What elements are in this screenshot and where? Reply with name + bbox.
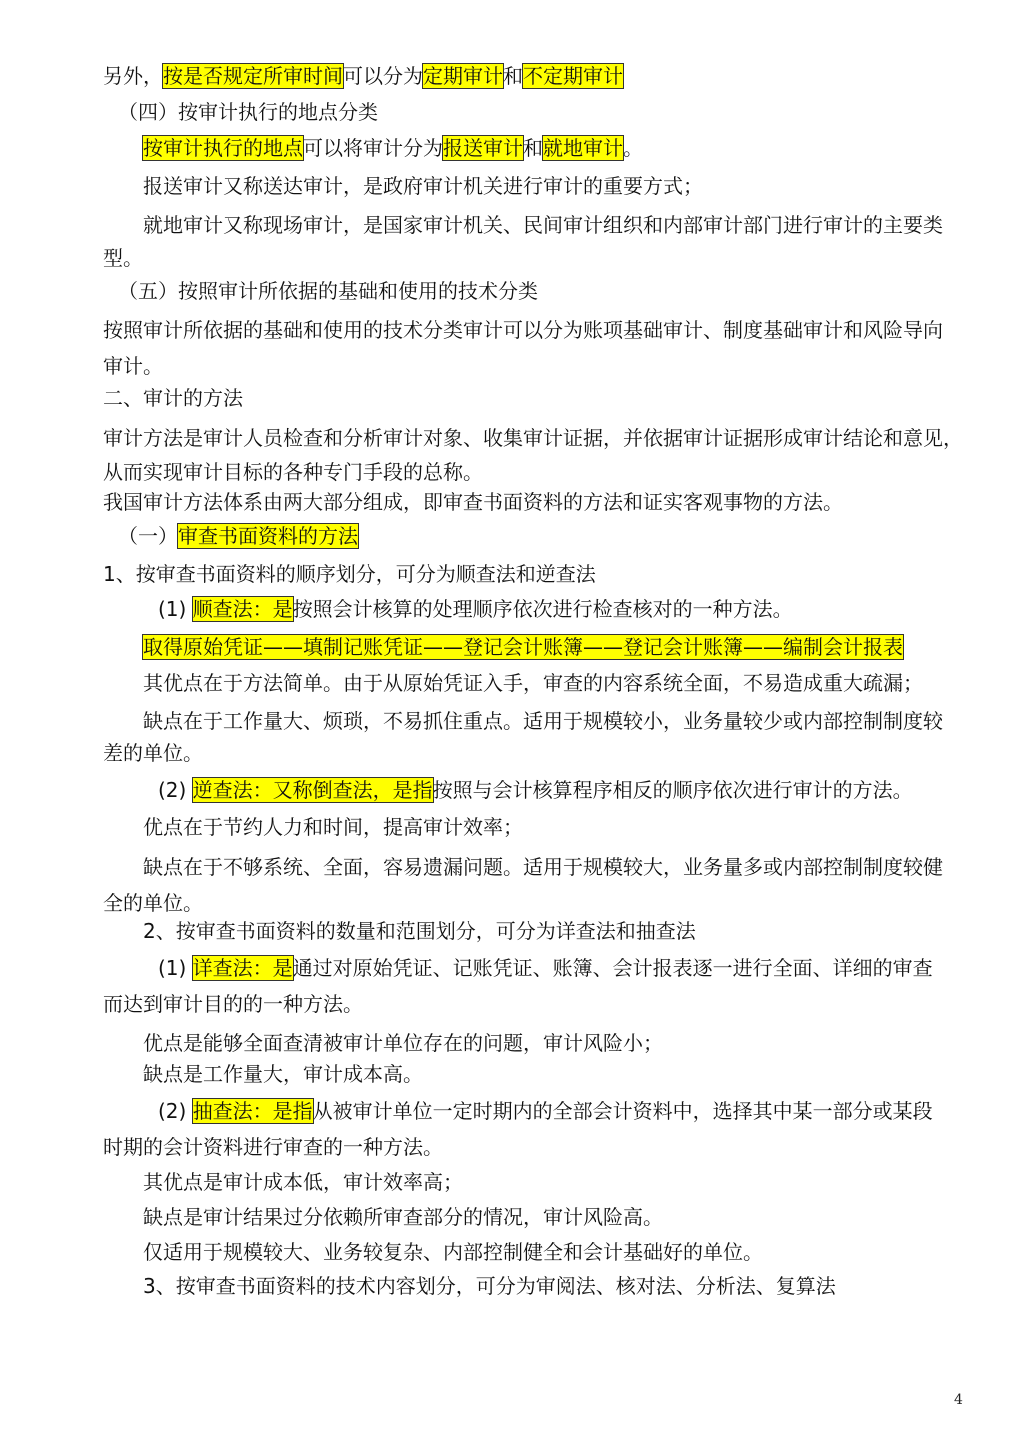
highlighted-text: 按审计执行的地点 bbox=[143, 136, 303, 160]
page-number: 4 bbox=[954, 1392, 963, 1408]
text-segment: 1、按审查书面资料的顺序划分，可分为顺查法和逆查法 bbox=[103, 562, 596, 586]
text-segment: 和 bbox=[503, 64, 523, 88]
text-line bbox=[118, 275, 538, 307]
text-segment: （五）按照审计所依据的基础和使用的技术分类 bbox=[118, 279, 538, 303]
text-segment: 通过对原始凭证、记账凭证、账簿、会计报表逐一进行全面、详细的审查 bbox=[292, 956, 933, 980]
text-line bbox=[103, 558, 596, 590]
text-line bbox=[143, 1201, 663, 1233]
text-segment: 从被审计单位一定时期内的全部会计资料中，选择其中某一部分或某段 bbox=[312, 1099, 933, 1123]
text-line bbox=[143, 811, 523, 843]
text-segment: 二、审计的方法 bbox=[103, 386, 243, 410]
text-line bbox=[103, 60, 623, 92]
text-segment: 。 bbox=[623, 136, 643, 160]
text-line bbox=[143, 170, 703, 202]
highlighted-text: 按是否规定所审时间 bbox=[163, 64, 343, 88]
highlighted-text: 详查法：是 bbox=[192, 956, 293, 980]
text-segment: （一） bbox=[118, 524, 178, 548]
text-segment: 按照会计核算的处理顺序依次进行检查核对的一种方法。 bbox=[292, 597, 793, 621]
text-line bbox=[118, 96, 378, 128]
text-line bbox=[103, 988, 363, 1020]
text-segment: 3、按审查书面资料的技术内容划分，可分为审阅法、核对法、分析法、复算法 bbox=[143, 1274, 836, 1298]
text-line bbox=[103, 242, 143, 274]
text-segment: 优点是能够全面查清被审计单位存在的问题，审计风险小； bbox=[143, 1031, 663, 1055]
highlighted-text: 审查书面资料的方法 bbox=[178, 524, 358, 548]
text-line bbox=[103, 737, 203, 769]
text-line bbox=[103, 382, 243, 414]
text-segment: 另外， bbox=[103, 64, 163, 88]
highlighted-text: 抽查法：是指 bbox=[192, 1099, 313, 1123]
text-line bbox=[143, 1027, 663, 1059]
text-segment: (2) bbox=[158, 1099, 193, 1123]
text-segment: 审计。 bbox=[103, 354, 163, 378]
text-segment: 其优点是审计成本低，审计效率高； bbox=[143, 1170, 463, 1194]
highlighted-text: 不定期审计 bbox=[523, 64, 623, 88]
text-segment: 审计方法是审计人员检查和分析审计对象、收集审计证据，并依据审计证据形成审计结论和意见， bbox=[103, 426, 963, 450]
text-line bbox=[158, 774, 913, 806]
text-line bbox=[143, 1166, 463, 1198]
text-segment: 按照审计所依据的基础和使用的技术分类审计可以分为账项基础审计、制度基础审计和风险导向 bbox=[103, 318, 943, 342]
text-line bbox=[103, 456, 483, 488]
text-segment: 其优点在于方法简单。由于从原始凭证入手，审查的内容系统全面，不易造成重大疏漏； bbox=[143, 671, 923, 695]
text-segment: 我国审计方法体系由两大部分组成，即审查书面资料的方法和证实客观事物的方法。 bbox=[103, 490, 843, 514]
text-line bbox=[143, 851, 943, 883]
text-segment: 全的单位。 bbox=[103, 891, 203, 915]
text-segment: 而达到审计目的的一种方法。 bbox=[103, 992, 363, 1016]
highlighted-text: 报送审计 bbox=[443, 136, 523, 160]
text-segment: 按照与会计核算程序相反的顺序依次进行审计的方法。 bbox=[432, 778, 913, 802]
text-line bbox=[118, 520, 358, 552]
highlighted-text: 顺查法：是 bbox=[192, 597, 293, 621]
text-segment: (2) bbox=[158, 778, 193, 802]
highlighted-text: 逆查法：又称倒查法，是指 bbox=[192, 778, 433, 802]
text-line bbox=[158, 593, 793, 625]
text-segment: 可以将审计分为 bbox=[303, 136, 443, 160]
highlighted-text: 取得原始凭证——填制记账凭证——登记会计账簿——登记会计账簿——编制会计报表 bbox=[143, 635, 903, 659]
text-line bbox=[143, 132, 643, 164]
text-segment: (1) bbox=[158, 597, 193, 621]
text-segment: 优点在于节约人力和时间，提高审计效率； bbox=[143, 815, 523, 839]
text-line bbox=[143, 631, 903, 663]
text-line bbox=[143, 209, 943, 241]
text-segment: 仅适用于规模较大、业务较复杂、内部控制健全和会计基础好的单位。 bbox=[143, 1240, 763, 1264]
text-line bbox=[158, 1095, 933, 1127]
text-segment: 缺点在于不够系统、全面，容易遗漏问题。适用于规模较大，业务量多或内部控制制度较健 bbox=[143, 855, 943, 879]
text-segment: 2、按审查书面资料的数量和范围划分，可分为详查法和抽查法 bbox=[143, 919, 696, 943]
text-segment: 型。 bbox=[103, 246, 143, 270]
text-segment: 和 bbox=[523, 136, 543, 160]
text-segment: 缺点是工作量大，审计成本高。 bbox=[143, 1062, 423, 1086]
text-line bbox=[158, 952, 933, 984]
text-segment: 从而实现审计目标的各种专门手段的总称。 bbox=[103, 460, 483, 484]
text-line bbox=[143, 667, 923, 699]
text-segment: 就地审计又称现场审计，是国家审计机关、民间审计组织和内部审计部门进行审计的主要类 bbox=[143, 213, 943, 237]
text-line bbox=[103, 486, 843, 518]
text-segment: 缺点在于工作量大、烦琐，不易抓住重点。适用于规模较小，业务量较少或内部控制制度较 bbox=[143, 709, 943, 733]
text-segment: 可以分为 bbox=[343, 64, 423, 88]
highlighted-text: 就地审计 bbox=[543, 136, 623, 160]
text-segment: 时期的会计资料进行审查的一种方法。 bbox=[103, 1135, 443, 1159]
text-line bbox=[143, 915, 696, 947]
text-line bbox=[143, 705, 943, 737]
text-line bbox=[103, 314, 943, 346]
text-segment: (1) bbox=[158, 956, 193, 980]
text-line bbox=[143, 1236, 763, 1268]
text-segment: 报送审计又称送达审计，是政府审计机关进行审计的重要方式； bbox=[143, 174, 703, 198]
text-line bbox=[103, 350, 163, 382]
text-segment: 缺点是审计结果过分依赖所审查部分的情况，审计风险高。 bbox=[143, 1205, 663, 1229]
text-line bbox=[143, 1058, 423, 1090]
text-segment: 差的单位。 bbox=[103, 741, 203, 765]
text-segment: （四）按审计执行的地点分类 bbox=[118, 100, 378, 124]
text-line bbox=[103, 1131, 443, 1163]
text-line bbox=[103, 422, 963, 454]
highlighted-text: 定期审计 bbox=[423, 64, 503, 88]
text-line bbox=[143, 1270, 836, 1302]
